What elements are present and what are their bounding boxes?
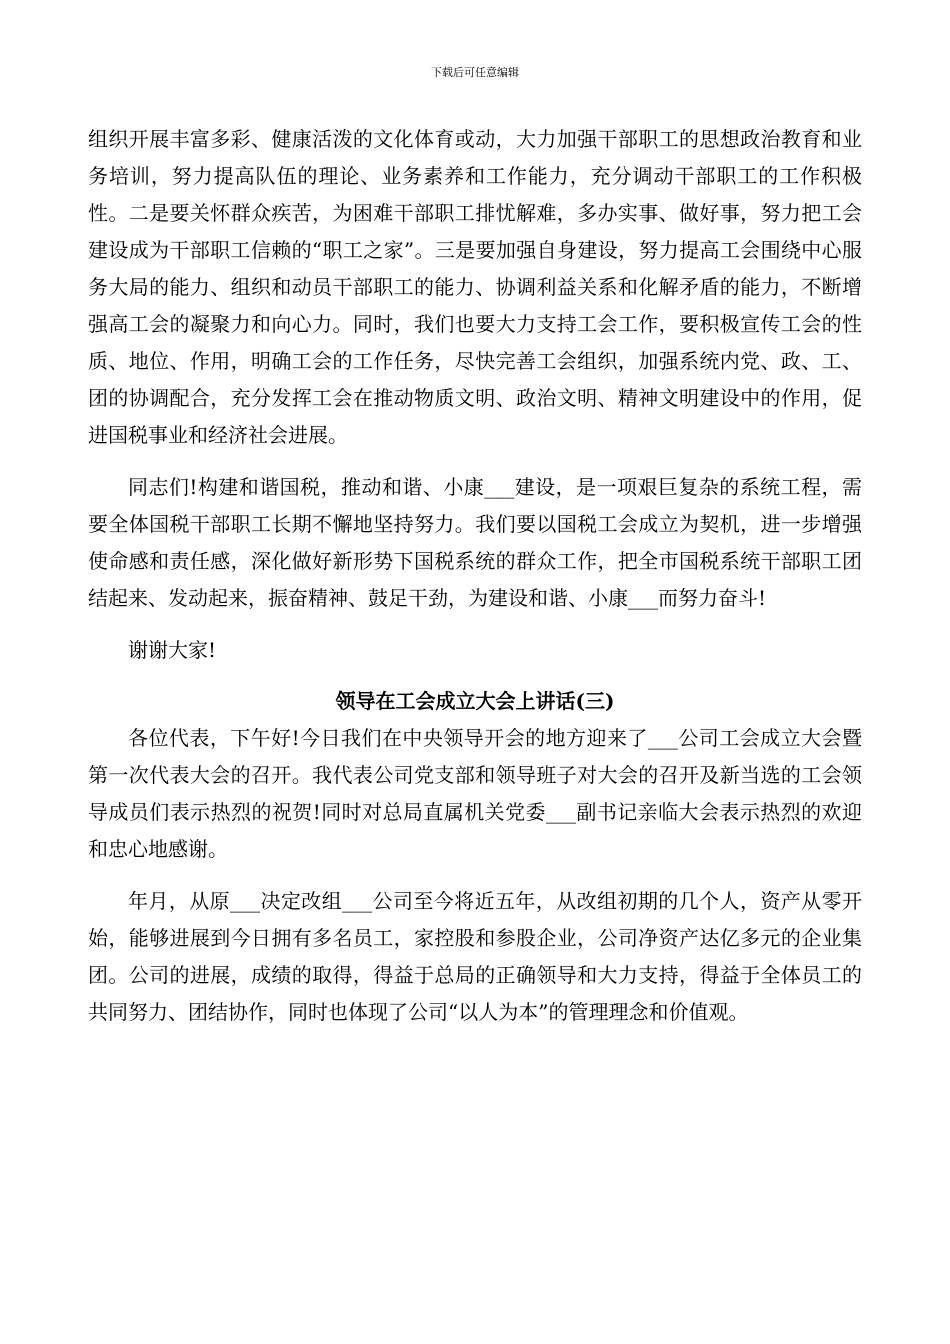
paragraph-company-history: 年月，从原___决定改组___公司至今将近五年，从改组初期的几个人，资产从零开始，能够进展到今日拥有多名员工，家控股和参股企业，公司净资产达亿多元的企业集团。公司的进展，成绩的取得，得益于总局的正确领导和大力支持，得益于全体员工的共同努力、团结协作，同时也体现了公司“以人为本”的管理理念和价值观。 — [88, 889, 862, 1024]
paragraph-thanks: 谢谢大家! — [128, 638, 217, 662]
header-note: 下载后可任意编辑 — [431, 66, 519, 79]
section-heading: 领导在工会成立大会上讲话(三) — [335, 689, 615, 713]
paragraph-greeting: 各位代表，下午好!今日我们在中央领导开会的地方迎来了___公司工会成立大会暨第一次代表大会的召开。我代表公司党支部和领导班子对大会的召开及新当选的工会领导成员们表示热烈的祝贺!同时对总局直属机关党委___副书记亲临大会表示热烈的欢迎和忠心地感谢。 — [88, 726, 862, 861]
paragraph-continuation: 组织开展丰富多彩、健康活泼的文化体育或动，大力加强干部职工的思想政治教育和业务培训，努力提高队伍的理论、业务素养和工作能力，充分调动干部职工的工作积极性。二是要关怀群众疾苦，为困难干部职工排忧解难，多办实事、做好事，努力把工会建设成为干部职工信赖的“职工之家”。三是要加强自身建设，努力提高工会围绕中心服务大局的能力、组织和动员干部职工的能力、协调利益关系和化解矛盾的能力，不断增强高工会的凝聚力和向心力。同时，我们也要大力支持工会工作，要积极宣传工会的性质、地位、作用，明确工会的工作任务，尽快完善工会组织，加强系统内党、政、工、团的协调配合，充分发挥工会在推动物质文明、政治文明、精神文明建设中的作用，促进国税事业和经济社会进展。 — [88, 127, 862, 447]
document-body — [88, 121, 862, 1031]
paragraph-comrades: 同志们!构建和谐国税，推动和谐、小康___建设，是一项艰巨复杂的系统工程，需要全体国税干部职工长期不懈地坚持努力。我们要以国税工会成立为契机，进一步增强使命感和责任感，深化做好新形势下国税系统的群众工作，把全市国税系统干部职工团结起来、发动起来，振奋精神、鼓足干劲，为建设和谐、小康___而努力奋斗! — [88, 475, 862, 610]
